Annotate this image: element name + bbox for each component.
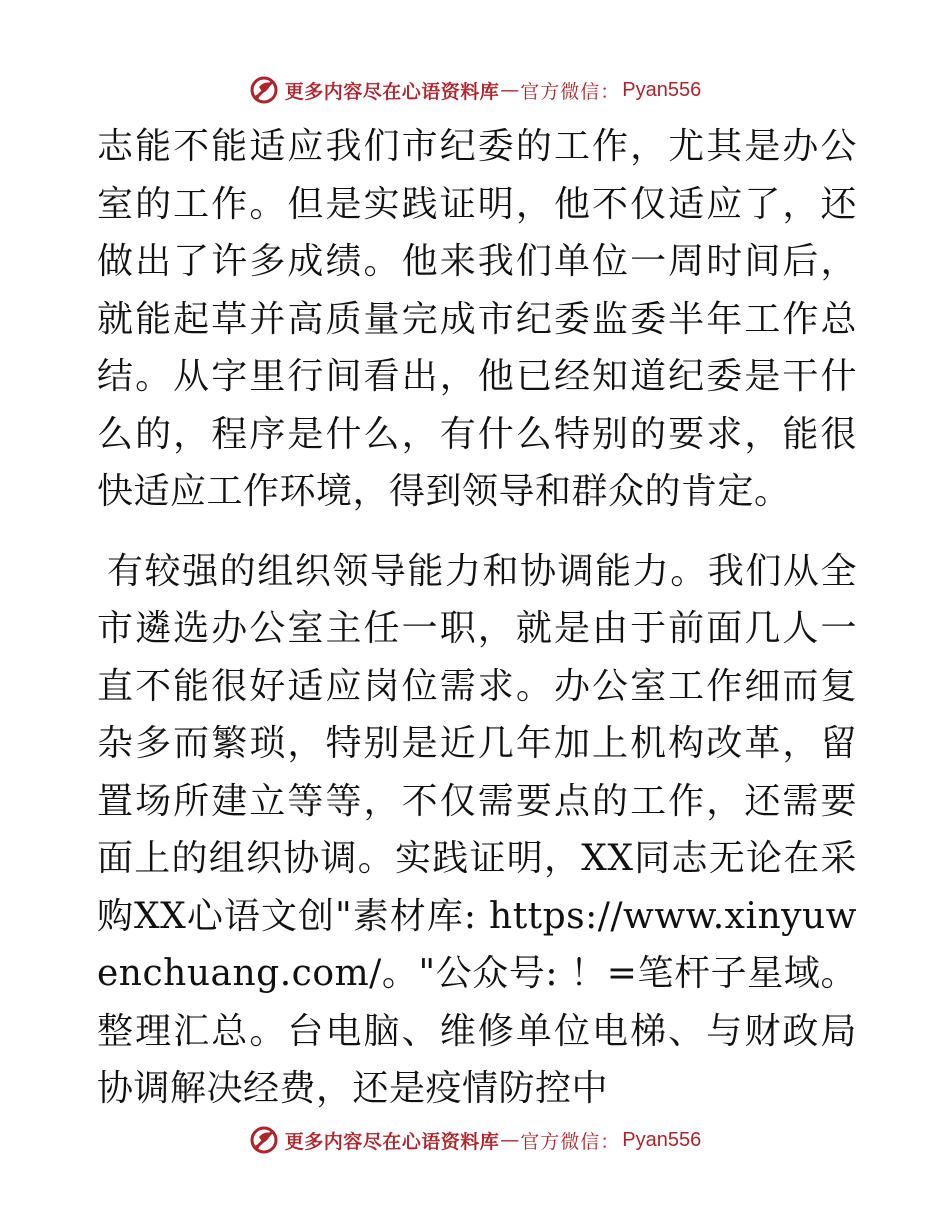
banner-separator: — [500,1129,520,1151]
footer-banner [0,1122,950,1158]
banner-official-label: 官方微信： [520,1130,621,1153]
body-paragraph: 志能不能适应我们市纪委的工作，尤其是办公室的工作。但是实践证明，他不仅适应了，还做出了许多成绩。他来我们单位一周时间后，就能起草并高质量完成市纪委监委半年工作总结。从字里行间看出，他已经知道纪委是干什么的，程序是什么，有什么特别的要求，能很快适应工作环境，得到领导和群众的肯定。 [97,126,857,512]
banner-account: Pyan556 [622,1128,702,1151]
header-banner [0,72,950,108]
document-body [97,118,857,1118]
logo-icon [249,75,279,105]
banner-brand: 更多内容尽在心语资料库 [284,1130,500,1153]
body-paragraph: 有较强的组织领导能力和协调能力。我们从全市遴选办公室主任一职，就是由于前面几人一直不能很好适应岗位需求。办公室工作细而复杂多而繁琐，特别是近几年加上机构改革，留置场所建立等等，不仅需要点的工作，还需要面上的组织协调。实践证明，XX同志无论在采购XX心语文创"素材库: https://www.xinyuwenchuang.com/。"公众号: ！=笔杆子星域。整理汇总。台电脑、维修单位电梯、与财政局协调解决经费，还是疫情防控中 [97,550,857,1109]
logo-icon [249,1125,279,1155]
banner-separator: — [500,79,520,101]
banner-brand: 更多内容尽在心语资料库 [284,80,500,103]
banner-account: Pyan556 [622,78,702,101]
banner-official-label: 官方微信： [520,80,621,103]
